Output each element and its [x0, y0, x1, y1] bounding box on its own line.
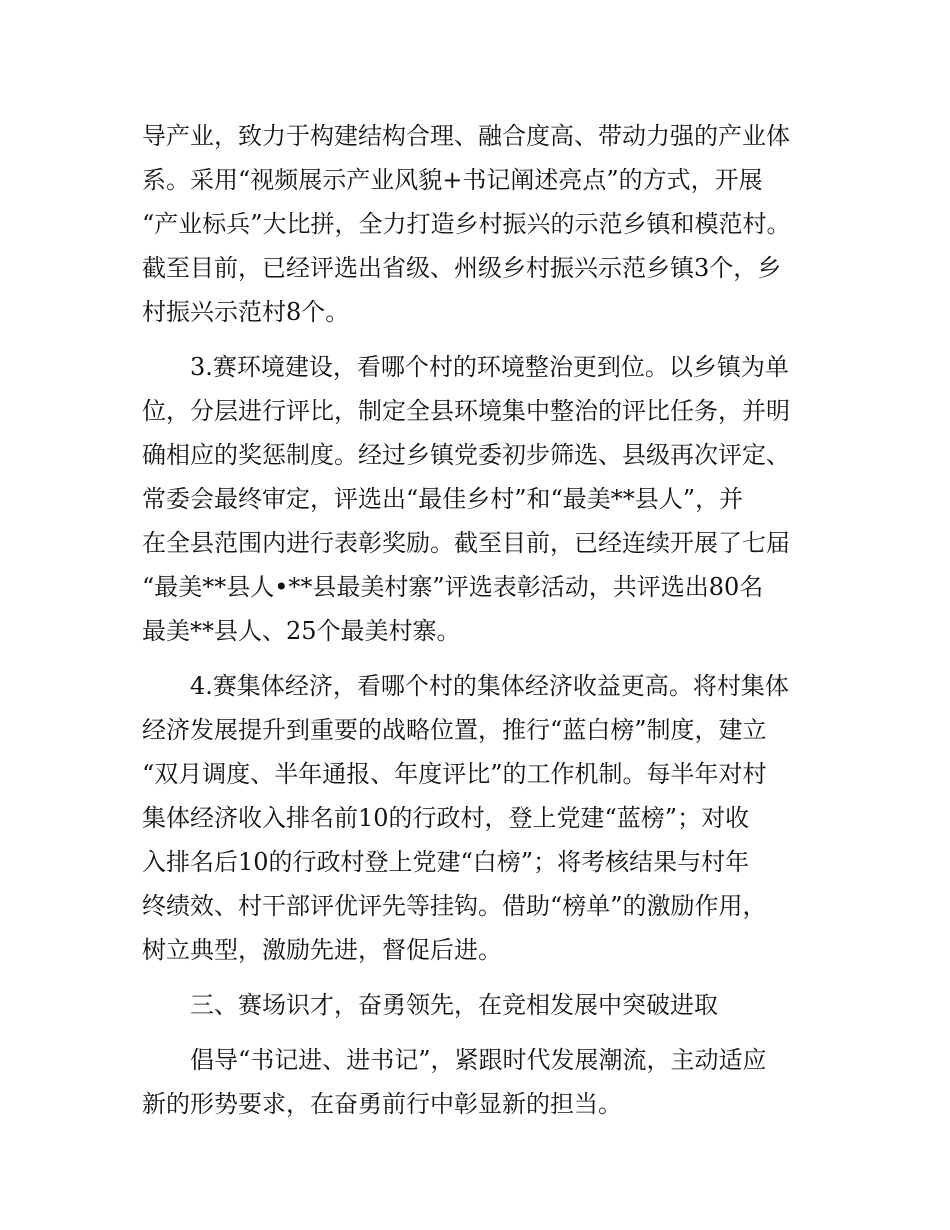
paragraph-line: 系。采用“视频展示产业风貌+书记阐述亮点”的方式，开展 — [142, 166, 763, 194]
paragraph-line: 在全县范围内进行表彰奖励。截至目前，已经连续开展了七届 — [142, 529, 790, 557]
paragraph-line: 终绩效、村干部评优评先等挂钩。借助“榜单”的激励作用， — [142, 892, 767, 920]
paragraph-line: 新的形势要求，在奋勇前行中彰显新的担当。 — [142, 1090, 622, 1118]
paragraph-line: 村振兴示范村8个。 — [142, 298, 350, 326]
paragraph-line: 倡导“书记进、进书记”，紧跟时代发展潮流，主动适应 — [190, 1046, 767, 1074]
paragraph-line: 3.赛环境建设，看哪个村的环境整治更到位。以乡镇为单 — [190, 353, 789, 381]
paragraph-line: 经济发展提升到重要的战略位置，推行“蓝白榜”制度，建立 — [142, 716, 767, 744]
paragraph-line: 树立典型，激励先进，督促后进。 — [142, 936, 502, 964]
paragraph-line: 集体经济收入排名前10的行政村，登上党建“蓝榜”；对收 — [142, 804, 750, 832]
section-heading: 三、赛场识才，奋勇领先，在竞相发展中突破进取 — [190, 991, 718, 1019]
paragraph-line: 截至目前，已经评选出省级、州级乡村振兴示范乡镇3个，乡 — [142, 254, 782, 282]
paragraph-line: 位，分层进行评比，制定全县环境集中整治的评比任务，并明 — [142, 397, 790, 425]
paragraph-line: 最美**县人、25个最美村寨。 — [142, 617, 461, 645]
paragraph-line: 4.赛集体经济，看哪个村的集体经济收益更高。将村集体 — [190, 672, 789, 700]
document-body — [142, 114, 832, 1126]
paragraph-line: “最美**县人•**县最美村寨”评选表彰活动，共评选出80名 — [142, 573, 764, 601]
paragraph-line: “产业标兵”大比拼，全力打造乡村振兴的示范乡镇和模范村。 — [142, 210, 791, 238]
paragraph-line: “双月调度、半年通报、年度评比”的工作机制。每半年对村 — [142, 760, 767, 788]
paragraph-line: 确相应的奖惩制度。经过乡镇党委初步筛选、县级再次评定、 — [142, 441, 790, 469]
paragraph-line: 常委会最终审定，评选出“最佳乡村”和“最美**县人”，并 — [142, 485, 744, 513]
paragraph-line: 导产业，致力于构建结构合理、融合度高、带动力强的产业体 — [142, 122, 790, 150]
paragraph-line: 入排名后10的行政村登上党建“白榜”；将考核结果与村年 — [142, 848, 750, 876]
